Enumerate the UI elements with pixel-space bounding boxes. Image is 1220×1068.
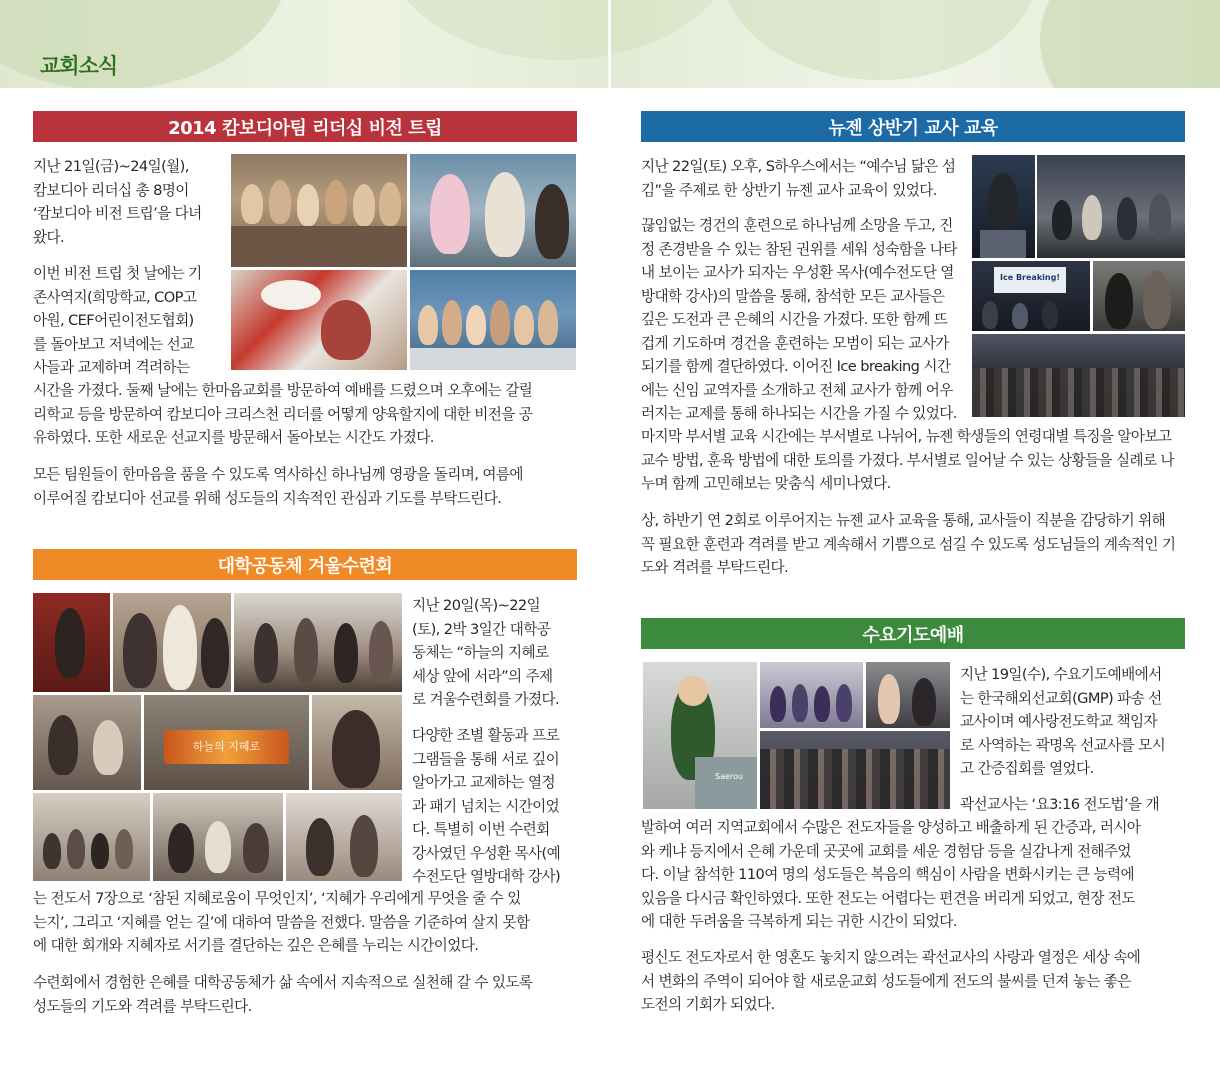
photo-winter-hands [234,593,402,692]
photo-wednesday-congregation [760,731,950,809]
winter-paragraph-3: 수련회에서 경험한 은혜를 대학공동체가 삶 속에서 지속적으로 실천해 갈 수 있도록 성도들의 기도와 격려를 부탁드린다. [33,974,533,1015]
photo-winter-circle [33,793,150,881]
cambodia-paragraph-2-cont: 시간을 가졌다. 둘째 날에는 한마음교회를 방문하여 예배를 드렸으며 오후에는 갈릴 리학교 등을 방문하여 캄보디아 크리스천 리더를 어떻게 양육할지에 대한 비전을 공 유하였다. 또한 새로운 선교지를 방문해서 돌아보는 시간도 가졌다. [33,382,533,446]
photo-winter-group-activity [33,695,141,790]
cambodia-paragraph-3: 모든 팀원들이 한마음을 품을 수 있도록 역사하신 하나님께 영광을 돌리며, 여름에 이루어질 캄보디아 선교를 위해 성도들의 지속적인 관심과 기도를 부탁드린다. [33,466,523,507]
photo-wednesday-missionary [643,662,757,809]
teacher-paragraph-3: 상, 하반기 연 2회로 이루어지는 뉴젠 교사 교육을 통해, 교사들이 직분을 감당하기 위해 꼭 필요한 훈련과 격려를 받고 계속해서 기쁨으로 섬길 수 있도록 성도님들의 계속적인 기 도와 격려를 부탁드린다. [641,512,1176,576]
section-title-cambodia: 2014 캄보디아팀 리더십 비전 트립 [33,111,577,142]
wednesday-paragraph-2: 발하여 여러 지역교회에서 수많은 전도자들을 양성하고 배출하게 된 간증과, 러시아 와 케냐 등지에서 은혜 가운데 곳곳에 교회를 세운 경험담 등을 실감나게 전해주었 다. 이날 참석한 110여 명의 성도들은 복음의 핵심이 사람을 변화시키는 큰 능력에 있음을 다시금 확인하였다. 또한 전도는 어렵다는 편견을 버리게 되었고, 현장 전도 에 대한 두려움을 극복하게 되는 귀한 시간이 되었다. [641,819,1141,930]
photo-wednesday-choir [760,662,863,728]
winter-paragraph-1: 지난 20일(목)~22일 (토), 2박 3일간 대학공 동체는 “하늘의 지혜로 세상 앞에 서라”의 주제 로 겨울수련회를 가졌다. [412,597,560,708]
photo-winter-worship [113,593,231,692]
section-title-teacher: 뉴젠 상반기 교사 교육 [641,111,1185,142]
wednesday-paragraph-3: 평신도 전도자로서 한 영혼도 놓치지 않으려는 곽선교사의 사랑과 열정은 세상 속에 서 변화의 주역이 되어야 할 새로운교회 성도들에게 전도의 불씨를 던져 놓는 좋은 도전의 기회가 되었다. [641,949,1141,1013]
photo-teacher-icebreaking [972,261,1090,331]
page-fold [608,0,611,88]
photo-cambodia-prayer [410,154,576,267]
screen-caption: Ice Breaking! [1000,273,1060,282]
section-title-winter: 대학공동체 겨울수련회 [33,549,577,580]
photo-teacher-greeting [1093,261,1185,331]
wednesday-paragraph-1: 지난 19일(수), 수요기도예배에서 는 한국해외선교회(GMP) 파송 선 교사이며 예사랑전도학교 책임자 로 사역하는 곽명옥 선교사를 모시 고 간증집회를 열었다. [960,666,1166,777]
photo-winter-speaker [33,593,110,692]
photo-teacher-audience [1037,155,1185,258]
photo-cambodia-play [231,270,407,370]
photo-cambodia-group [231,154,407,267]
cambodia-paragraph-2: 이번 비전 트립 첫 날에는 기 존사역지(희망학교, COP고 아원, CEF어린이전도협회) 를 돌아보고 저녁에는 선교 사들과 교제하며 격려하는 [33,265,202,376]
header-banner [0,0,1220,88]
photo-teacher-speaker [972,155,1035,258]
decorative-arc [720,0,1040,80]
teacher-paragraph-2: 끊임없는 경건의 훈련으로 하나님께 소망을 두고, 진 정 존경받을 수 있는 참된 권위를 세워 성숙함을 나타 내 보이는 교사가 되자는 우성환 목사(예수전도단 열 방대학 강사)의 말씀을 통해, 참석한 모든 교사들은 깊은 도전과 큰 은혜의 시간을 가졌다. 또한 함께 뜨 겁게 기도하며 경건을 훈련하는 모범이 되는 교사가 되기를 함께 결단하였다. 이어진 Ice breaking 시간 에는 신임 교역자를 소개하고 전체 교사가 함께 어우 러지는 교제를 통해 하나되는 시간을 가질 수 있었다. [641,217,957,422]
winter-paragraph-2-cont: 는 전도서 7장으로 ‘참된 지혜로움이 무엇인지’, ‘지혜가 우리에게 무엇을 줄 수 있 는지’, 그리고 ‘지혜를 얻는 길’에 대하여 말씀을 전했다. 말씀을 기준하여 살지 못함 에 대한 회개와 지혜자로 서기를 결단하는 깊은 은혜를 누리는 시간이었다. [33,890,530,954]
section-title-wednesday: 수요기도예배 [641,618,1185,649]
photo-cambodia-children [410,270,576,370]
decorative-arc [1040,0,1220,88]
photo-wednesday-hands-raised [866,662,950,728]
photo-winter-banner [144,695,309,790]
wednesday-paragraph-2-first: 곽선교사는 ‘요3:16 전도법’을 개 [960,796,1160,813]
photo-winter-seated [153,793,283,881]
photo-winter-smiling [312,695,402,790]
photo-teacher-hall [972,334,1185,417]
page-title: 교회소식 [40,54,118,78]
winter-paragraph-2: 다양한 조별 활동과 프로 그램들을 통해 서로 깊이 알아가고 교제하는 열정 과 패기 넘치는 시간이었 다. 특별히 이번 수련회 강사였던 우성환 목사(예 수전도단 열방대학 강사) [412,727,561,885]
photo-winter-team [286,793,402,881]
teacher-paragraph-1: 지난 22일(토) 오후, S하우스에서는 “예수님 닮은 섬 김”을 주제로 한 상반기 뉴젠 교사 교육이 있었다. [641,158,956,199]
cambodia-intro: 지난 21일(금)~24일(월), 캄보디아 리더십 총 8명이 ‘캄보디아 비전 트립’을 다녀 왔다. [33,158,202,246]
decorative-arc [380,0,740,60]
banner-caption: 하늘의 지혜로 [192,740,261,753]
podium-logo: Saerou [715,772,743,781]
teacher-paragraph-2-cont: 마지막 부서별 교육 시간에는 부서별로 나뉘어, 뉴젠 학생들의 연령대별 특징을 알아보고 교수 방법, 훈육 방법에 대한 토의를 가졌다. 부서별로 일어날 수 있는 상황들을 실례로 나 누며 함께 고민해보는 맞춤식 세미나였다. [641,428,1175,492]
